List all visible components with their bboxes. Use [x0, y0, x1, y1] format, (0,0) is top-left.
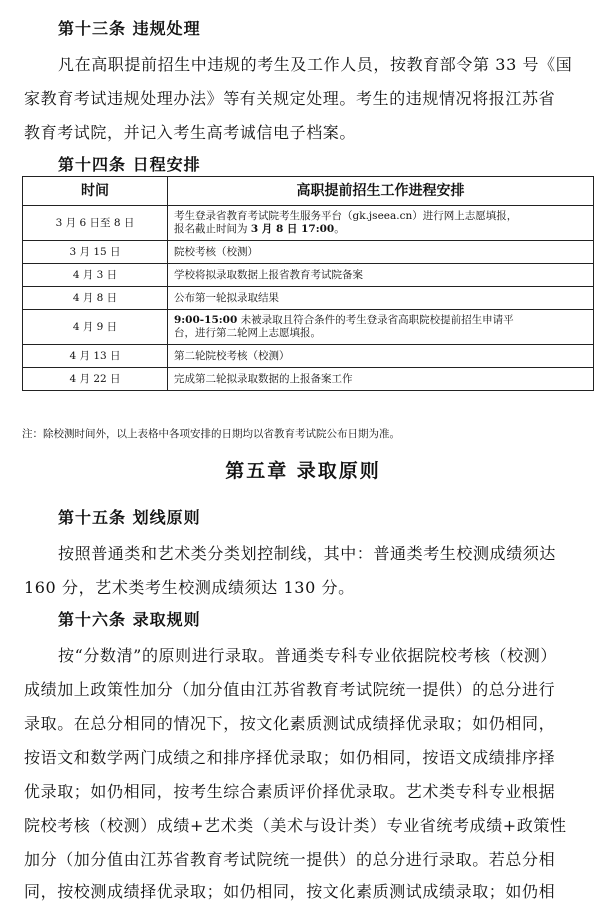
article-16-line-8: 同，按校测成绩择优录取；如仍相同，按文化素质测试成绩录取；如仍相 [24, 882, 556, 901]
table-cell-line: 台，进行第二轮网上志愿填报。 [174, 327, 321, 339]
article-16-line-7: 加分（加分值由江苏省教育考试院统一提供）的总分进行录取。若总分相 [24, 850, 556, 869]
article-16-line-2: 成绩加上政策性加分（加分值由江苏省教育考试院统一提供）的总分进行 [24, 680, 556, 699]
time-range-text: 9:00-15:00 [174, 314, 238, 326]
table-cell-task: 公布第一轮拟录取结果 [168, 287, 594, 310]
article-16-heading: 第十六条 录取规则 [58, 610, 201, 629]
table-row [23, 206, 594, 241]
chapter-title: 第五章 录取原则 [225, 460, 381, 482]
column-header-time: 时间 [23, 177, 168, 206]
article-16-line-3: 录取。在总分相同的情况下，按文化素质测试成绩择优录取；如仍相同， [24, 714, 556, 733]
article-13-line-3: 教育考试院，并记入考生高考诚信电子档案。 [24, 123, 357, 142]
article-14-heading: 第十四条 日程安排 [58, 155, 201, 174]
table-cell-line [174, 314, 587, 327]
table-row [23, 287, 594, 310]
article-15-line-1: 按照普通类和艺术类分类划控制线，其中：普通类考生校测成绩须达 [58, 544, 557, 563]
schedule-table [22, 176, 594, 391]
table-cell-time: 4 月 9 日 [23, 310, 168, 345]
table-cell-time: 4 月 8 日 [23, 287, 168, 310]
article-13-line-2: 家教育考试违规处理办法》等有关规定处理。考生的违规情况将报江苏省 [24, 89, 556, 108]
table-cell-time: 4 月 22 日 [23, 368, 168, 391]
table-cell-time: 4 月 13 日 [23, 345, 168, 368]
article-16-line-6: 院校考核（校测）成绩+艺术类（美术与设计类）专业省统考成绩+政策性 [24, 816, 567, 835]
table-cell-task [168, 206, 594, 241]
table-row [23, 310, 594, 345]
table-cell-task: 完成第二轮拟录取数据的上报备案工作 [168, 368, 594, 391]
table-header-row [23, 177, 594, 206]
table-cell-task: 院校考核（校测） [168, 241, 594, 264]
article-15-heading: 第十五条 划线原则 [58, 508, 201, 527]
table-cell-time: 4 月 3 日 [23, 264, 168, 287]
column-header-schedule: 高职提前招生工作进程安排 [168, 177, 594, 206]
table-row [23, 368, 594, 391]
deadline-text: 3 月 8 日 17:00 [250, 223, 335, 235]
article-16-line-1: 按“分数清”的原则进行录取。普通类专科专业依据院校考核（校测） [58, 646, 557, 665]
table-note: 注：除校测时间外，以上表格中各项安排的日期均以省教育考试院公布日期为准。 [22, 428, 400, 440]
text-span: 。 [334, 223, 345, 235]
table-cell-task [168, 310, 594, 345]
article-15-line-2: 160 分，艺术类考生校测成绩须达 130 分。 [24, 578, 355, 597]
table-row [23, 241, 594, 264]
table-row [23, 345, 594, 368]
article-13-line-1: 凡在高职提前招生中违规的考生及工作人员，按教育部令第 33 号《国 [58, 55, 573, 74]
text-span: 报名截止时间为 [174, 223, 251, 235]
article-16-line-5: 优录取；如仍相同，按考生综合素质评价择优录取。艺术类专科专业根据 [24, 782, 556, 801]
text-span: 未被录取且符合条件的考生登录省高职院校提前招生申请平 [237, 314, 514, 326]
table-cell-task: 第二轮院校考核（校测） [168, 345, 594, 368]
table-cell-line: 考生登录省教育考试院考生服务平台（gk.jseea.cn）进行网上志愿填报， [174, 210, 518, 222]
table-cell-task: 学校将拟录取数据上报省教育考试院备案 [168, 264, 594, 287]
table-cell-time: 3 月 15 日 [23, 241, 168, 264]
table-cell-line [174, 223, 587, 236]
table-row [23, 264, 594, 287]
article-16-line-4: 按语文和数学两门成绩之和排序择优录取；如仍相同，按语文成绩排序择 [24, 748, 556, 767]
table-cell-time: 3 月 6 日至 8 日 [23, 206, 168, 241]
article-13-heading: 第十三条 违规处理 [58, 19, 201, 38]
